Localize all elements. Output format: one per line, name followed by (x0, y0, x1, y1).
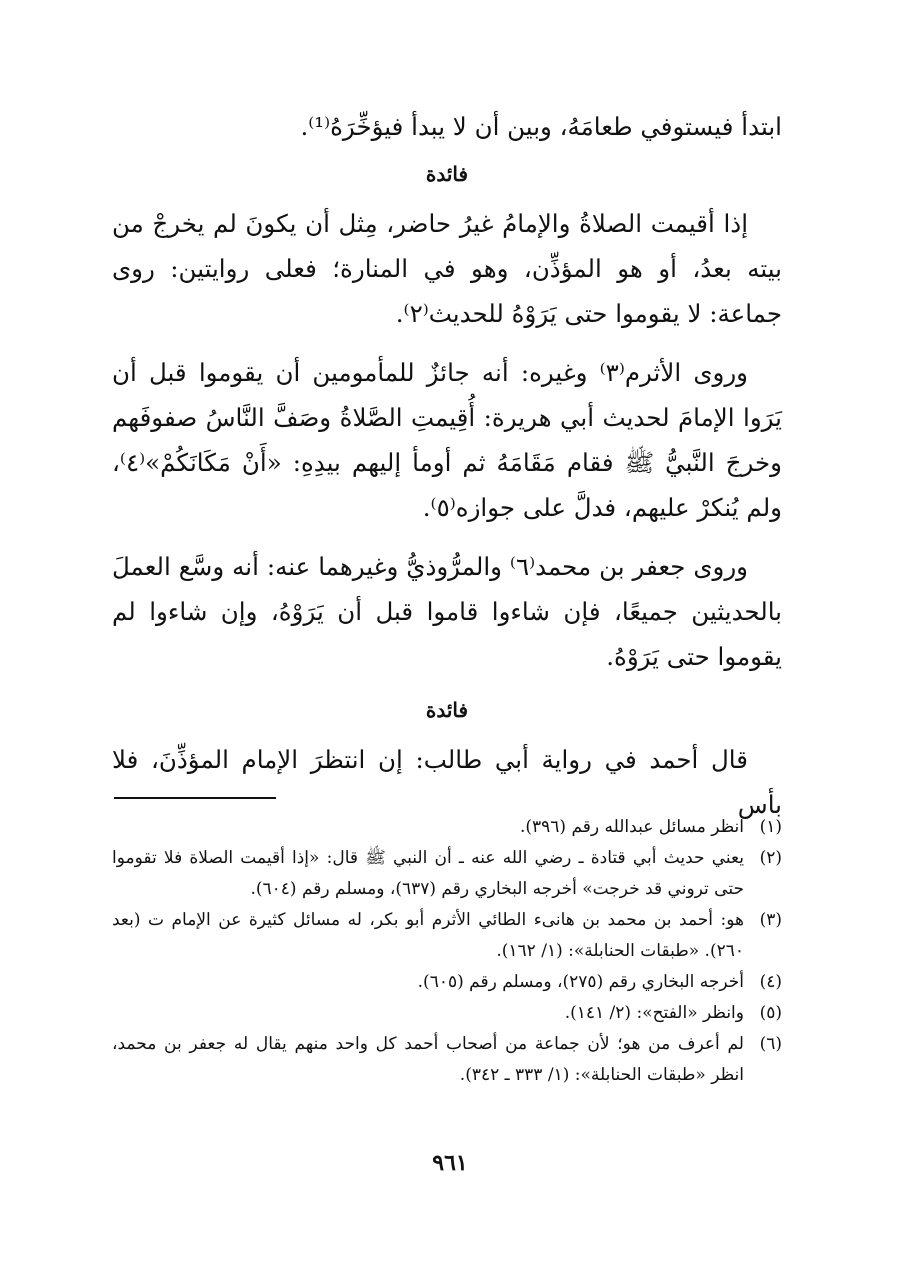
section-heading-2: فائدة (425, 698, 469, 722)
footnote-number: (١) (759, 817, 782, 837)
page-number: ٩٦١ (432, 1150, 468, 1176)
paragraph-2: وروى الأثرم⁽٣⁾ وغيره: أنه جائزٌ للمأمومين أن يقوموا قبل أن يَرَوا الإمامَ لحديث أبي هريرة: أُقِيمتِ الصَّلاةُ وصَفَّ النَّاسُ صفوفَهم وخرجَ النَّبيُّ ﷺ فقام مَقَامَهُ ثم أومأ إليهم بيدِهِ: «أَنْ مَكَانَكُمْ»⁽٤⁾، ولم يُنكرْ عليهم، فدلَّ على جوازه⁽٥⁾. (112, 358, 782, 522)
footnote-5 (112, 998, 782, 1029)
footnote-number: (٤) (759, 972, 782, 992)
footnote-separator (114, 797, 276, 799)
footnotes (112, 812, 782, 1091)
paragraph-1: إذا أقيمت الصلاةُ والإمامُ غيرُ حاضر، مِثل أن يكونَ لم يخرجْ من بيته بعدُ، أو هو المؤذِّن، وهو في المنارة؛ فعلى روايتين: روى جماعة: لا يقوموا حتى يَرَوْهُ للحديث⁽٢⁾. (112, 209, 782, 328)
paragraph-3: وروى جعفر بن محمد⁽٦⁾ والمرُّوذيُّ وغيرهما عنه: أنه وسَّع العملَ بالحديثين جميعًا، فإن شاءوا قاموا قبل أن يَرَوْهُ، وإن شاءوا لم يقوموا حتى يَرَوْهُ. (112, 552, 782, 671)
footnote-3 (112, 905, 782, 967)
footnote-number: (٣) (759, 910, 782, 930)
section-heading-1: فائدة (425, 162, 469, 186)
paragraph-0: ابتدأ فيستوفي طعامَهُ، وبين أن لا يبدأ فيؤخِّرَهُ⁽¹⁾. (300, 112, 782, 141)
footnote-text: لم أعرف من هو؛ لأن جماعة من أصحاب أحمد كل واحد منهم يقال له جعفر بن محمد، انظر «طبقات الحنابلة»: (١/ ٣٣٣ ـ ٣٤٢). (112, 1034, 744, 1085)
footnote-text: هو: أحمد بن محمد بن هانىء الطائي الأثرم أبو بكر، له مسائل كثيرة عن الإمام ت (بعد ٢٦٠). «طبقات الحنابلة»: (١/ ١٦٢). (112, 910, 744, 961)
footnote-1 (112, 812, 782, 843)
footnote-text: أخرجه البخاري رقم (٢٧٥)، ومسلم رقم (٦٠٥). (417, 972, 744, 992)
footnote-text: وانظر «الفتح»: (٢/ ١٤١). (564, 1003, 744, 1023)
footnote-number: (٦) (759, 1034, 782, 1054)
footnote-4 (112, 967, 782, 998)
footnote-2 (112, 843, 782, 905)
footnote-text: يعني حديث أبي قتادة ـ رضي الله عنه ـ أن النبي ﷺ قال: «إذا أقيمت الصلاة فلا تقوموا حتى تروني قد خرجت» أخرجه البخاري رقم (٦٣٧)، ومسلم رقم (٦٠٤). (112, 848, 744, 899)
footnote-number: (٥) (759, 1003, 782, 1023)
footnote-text: انظر مسائل عبدالله رقم (٣٩٦). (519, 817, 744, 837)
footnote-6 (112, 1029, 782, 1091)
main-text (112, 104, 782, 827)
footnote-number: (٢) (759, 848, 782, 868)
paragraph-4: قال أحمد في رواية أبي طالب: إن انتظرَ الإمام المؤذِّنَ، فلا بأس (112, 745, 782, 819)
